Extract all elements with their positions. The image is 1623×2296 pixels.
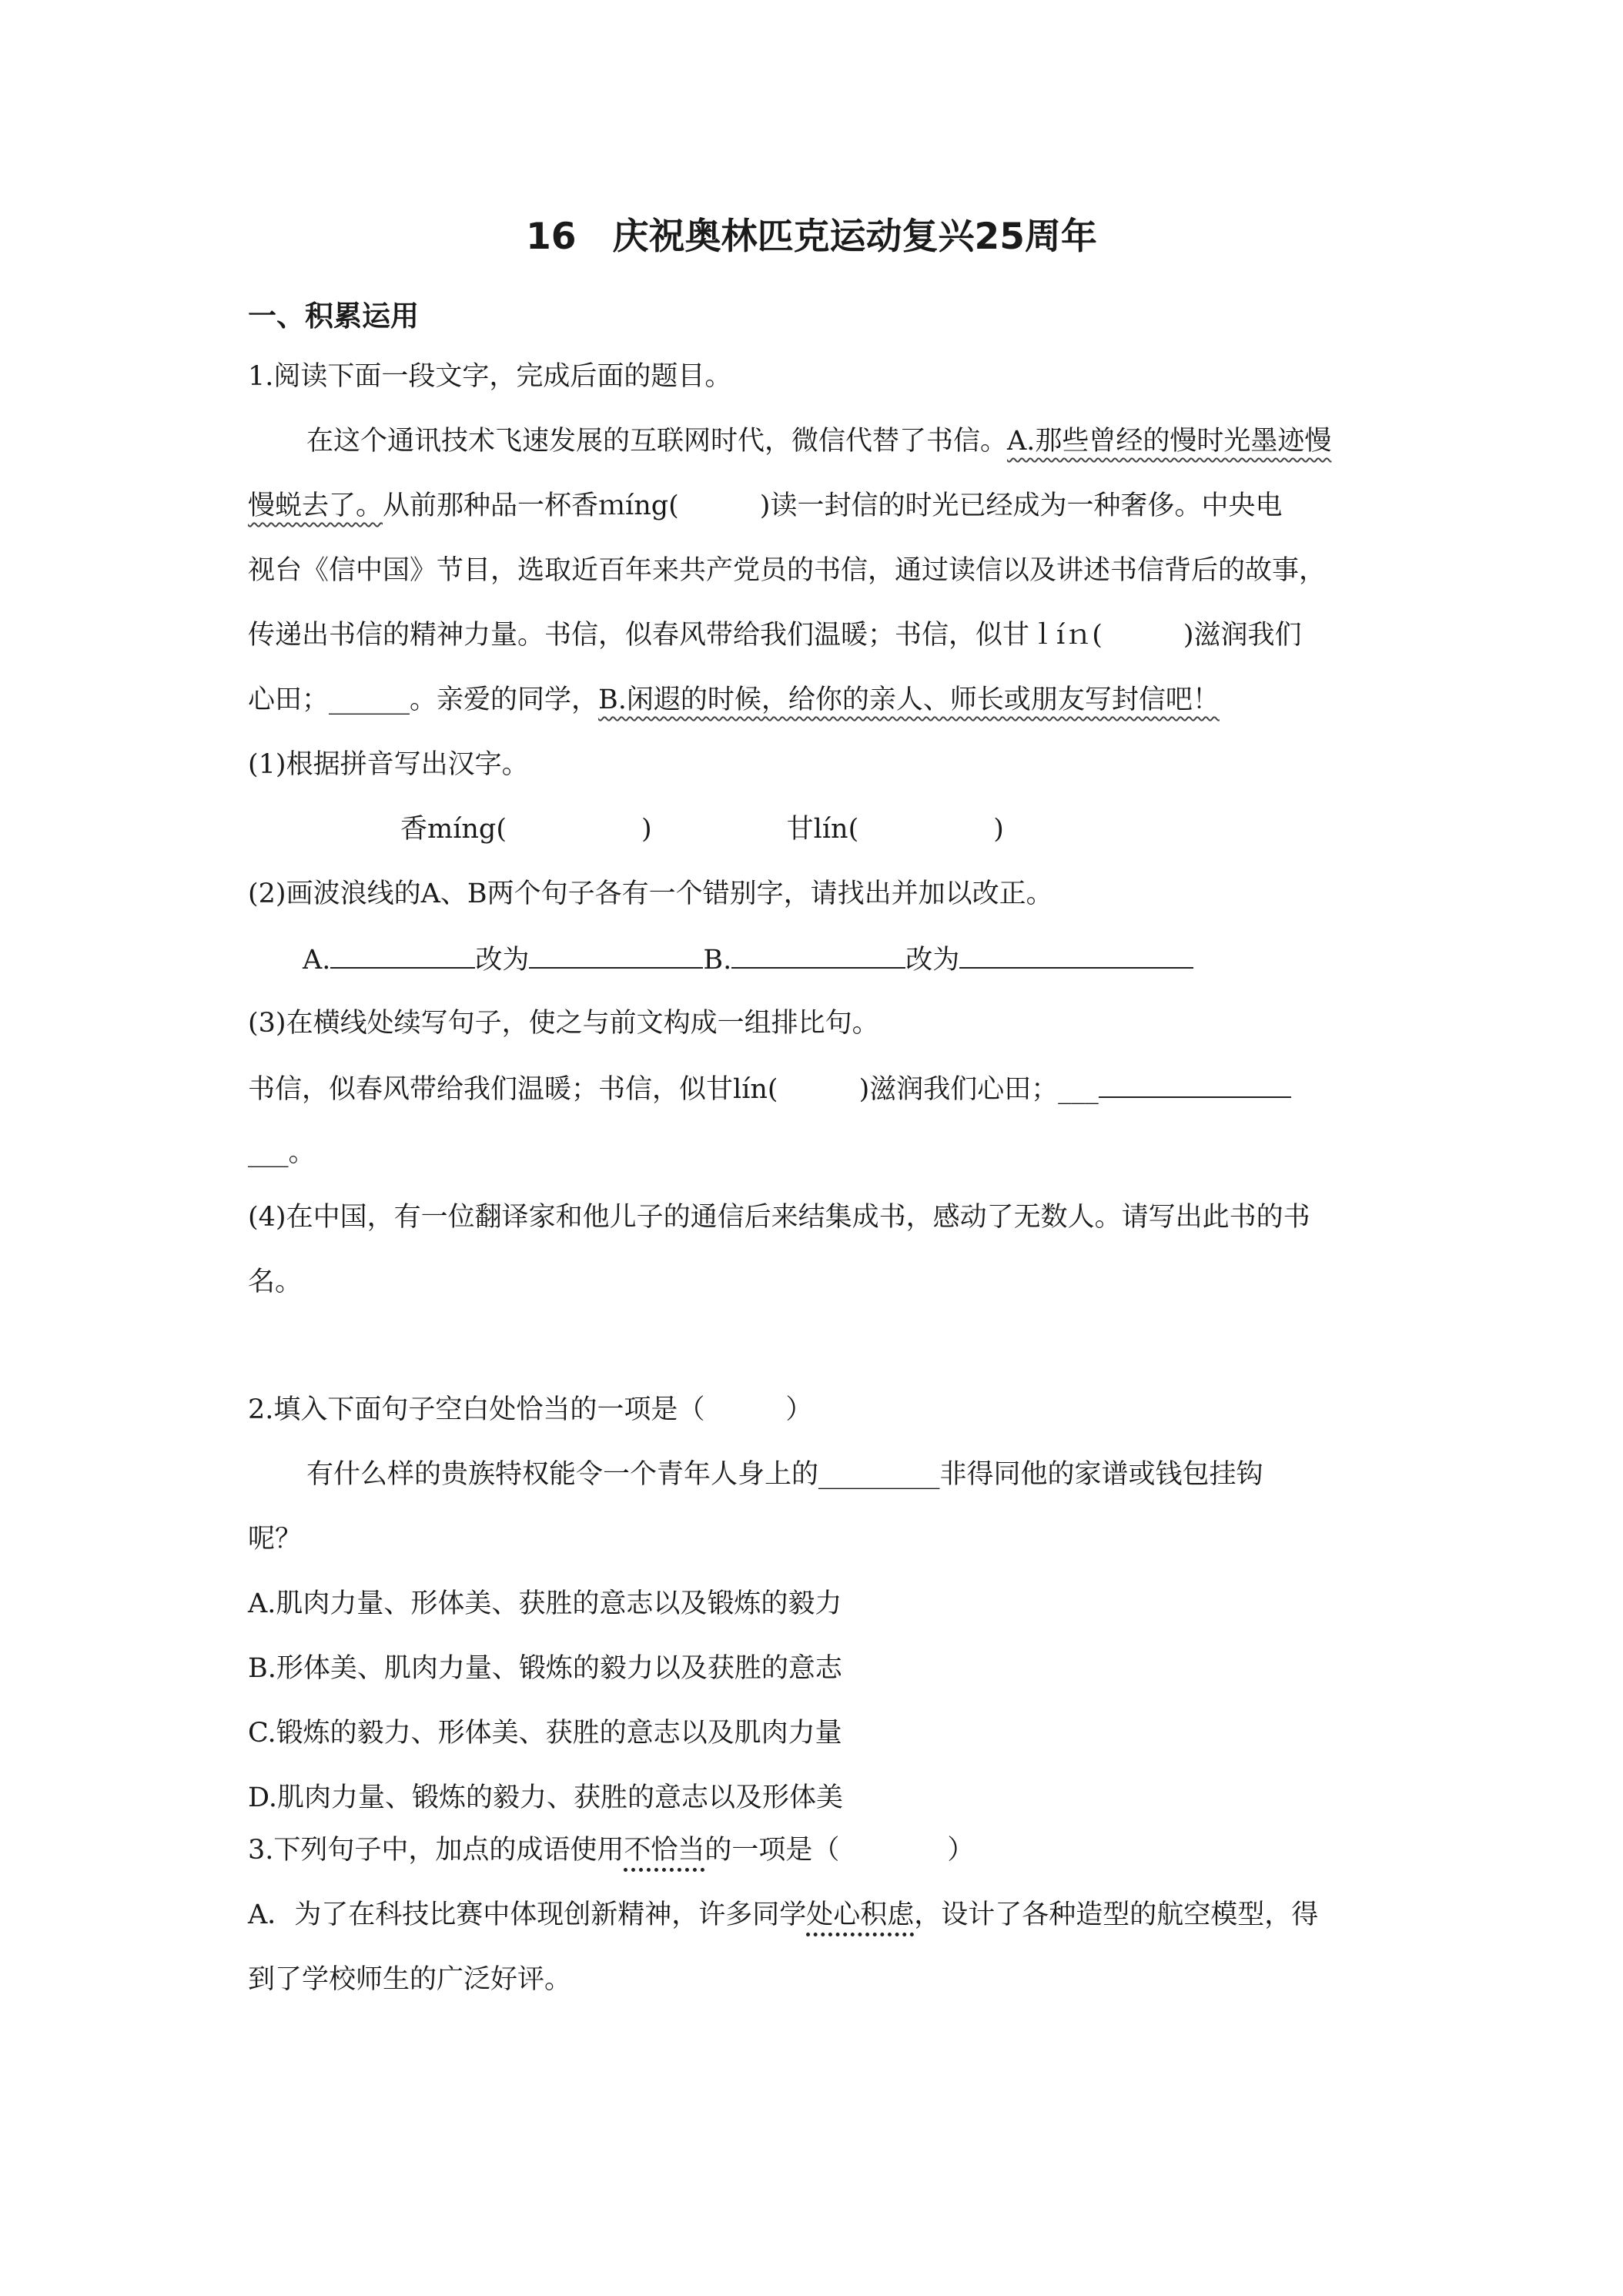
page-title: 16 庆祝奥林匹克运动复兴25周年 <box>526 216 1097 258</box>
label-change-to: 改为 <box>905 945 960 976</box>
q1-sub3-end: ___。 <box>248 1137 316 1168</box>
q1-passage-line5 <box>248 681 1220 719</box>
q1-passage-text: 从前那种品一杯香ｍíng( )读一封信的时光已经成为一种奢侈。中央电 <box>383 490 1283 521</box>
q3-option-a-line1[interactable] <box>248 1896 1318 1934</box>
label-b: B. <box>703 945 732 976</box>
q1-sub3-text: 书信，似春风带给我们温暖；书信，似甘lín( )滋润我们心田；___ <box>248 1074 1099 1105</box>
q2-option-d[interactable]: D.肌肉力量、锻炼的毅力、获胜的意志以及形体美 <box>248 1782 843 1813</box>
q1-sub1-answers: 香míng( ) 甘lín( ) <box>400 814 1004 845</box>
q2-option-a[interactable]: A.肌肉力量、形体美、获胜的意志以及锻炼的毅力 <box>248 1588 842 1619</box>
q1-sub3: (3)在横线处续写句子，使之与前文构成一组排比句。 <box>248 1008 879 1039</box>
label-a: A. <box>303 945 331 976</box>
q3-stem-text: 的一项是（ ） <box>704 1835 975 1866</box>
q3-stem-text: 3.下列句子中，加点的成语使用 <box>248 1835 624 1866</box>
q1-passage-line3: 视台《信中国》节目，选取近百年来共产党员的书信，通过读信以及讲述书信背后的故事， <box>248 555 1327 586</box>
q1-sub1: (1)根据拼音写出汉字。 <box>248 749 529 780</box>
label-change-to: 改为 <box>475 945 530 976</box>
q2-sentence-line1 <box>306 1455 1263 1494</box>
q1-sub4-line2: 名。 <box>248 1267 303 1297</box>
q2-sentence-line2: 呢？ <box>248 1524 303 1555</box>
section-heading-accumulation: 一、积累运用 <box>248 300 419 333</box>
answer-blank[interactable] <box>1099 1069 1291 1098</box>
q1-sub2-answer-row <box>303 939 1193 979</box>
answer-blank[interactable] <box>330 939 475 969</box>
q2-stem: 2.填入下面句子空白处恰当的一项是（ ） <box>248 1394 813 1425</box>
q3-option-a-line2: 到了学校师生的广泛好评。 <box>248 1964 572 1995</box>
sentence-a-wavy-end: 慢蜕去了。 <box>248 490 383 521</box>
q2-option-c[interactable]: C.锻炼的毅力、形体美、获胜的意志以及肌肉力量 <box>248 1718 842 1749</box>
q2-option-b[interactable]: B.形体美、肌肉力量、锻炼的毅力以及获胜的意志 <box>248 1653 842 1684</box>
dotted-idiom: 处心积虑 <box>806 1899 915 1930</box>
q1-passage-line2 <box>248 487 1282 525</box>
answer-blank[interactable] <box>529 939 703 969</box>
q1-passage-line1 <box>306 422 1331 460</box>
q3-option-text: ，设计了各种造型的航空模型，得 <box>914 1899 1319 1930</box>
dotted-emphasis: 不恰当 <box>624 1835 705 1866</box>
q3-stem <box>248 1831 974 1869</box>
answer-blank[interactable] <box>959 939 1193 969</box>
q1-passage-text: 心田；______。亲爱的同学， <box>248 684 599 715</box>
q1-passage-text: 在这个通讯技术飞速发展的互联网时代，微信代替了书信。 <box>306 426 1008 457</box>
answer-blank[interactable] <box>731 939 905 969</box>
sentence-a-wavy: A.那些曾经的慢时光墨迹慢 <box>1007 426 1332 457</box>
sentence-b-wavy: B.闲遐的时候，给你的亲人、师长或朋友写封信吧！ <box>598 684 1220 715</box>
q3-option-text: A．为了在科技比赛中体现创新精神，许多同学 <box>248 1899 807 1930</box>
q2-sentence-text: 有什么样的贵族特权能令一个青年人身上的___ <box>306 1459 859 1490</box>
q1-passage-line4: 传递出书信的精神力量。书信，似春风带给我们温暖；书信，似甘ｌíｎ( )滋润我们 <box>248 620 1302 651</box>
q1-sub4-line1: (4)在中国，有一位翻译家和他儿子的通信后来结集成书，感动了无数人。请写出此书的书 <box>248 1202 1310 1233</box>
q1-sub2: (2)画波浪线的A、B两个句子各有一个错别字，请找出并加以改正。 <box>248 879 1053 909</box>
q2-sentence-text: ______非得同他的家谱或钱包挂钩 <box>858 1459 1263 1490</box>
q1-sub3-line <box>248 1069 1291 1109</box>
q1-stem: 1.阅读下面一段文字，完成后面的题目。 <box>248 361 732 392</box>
